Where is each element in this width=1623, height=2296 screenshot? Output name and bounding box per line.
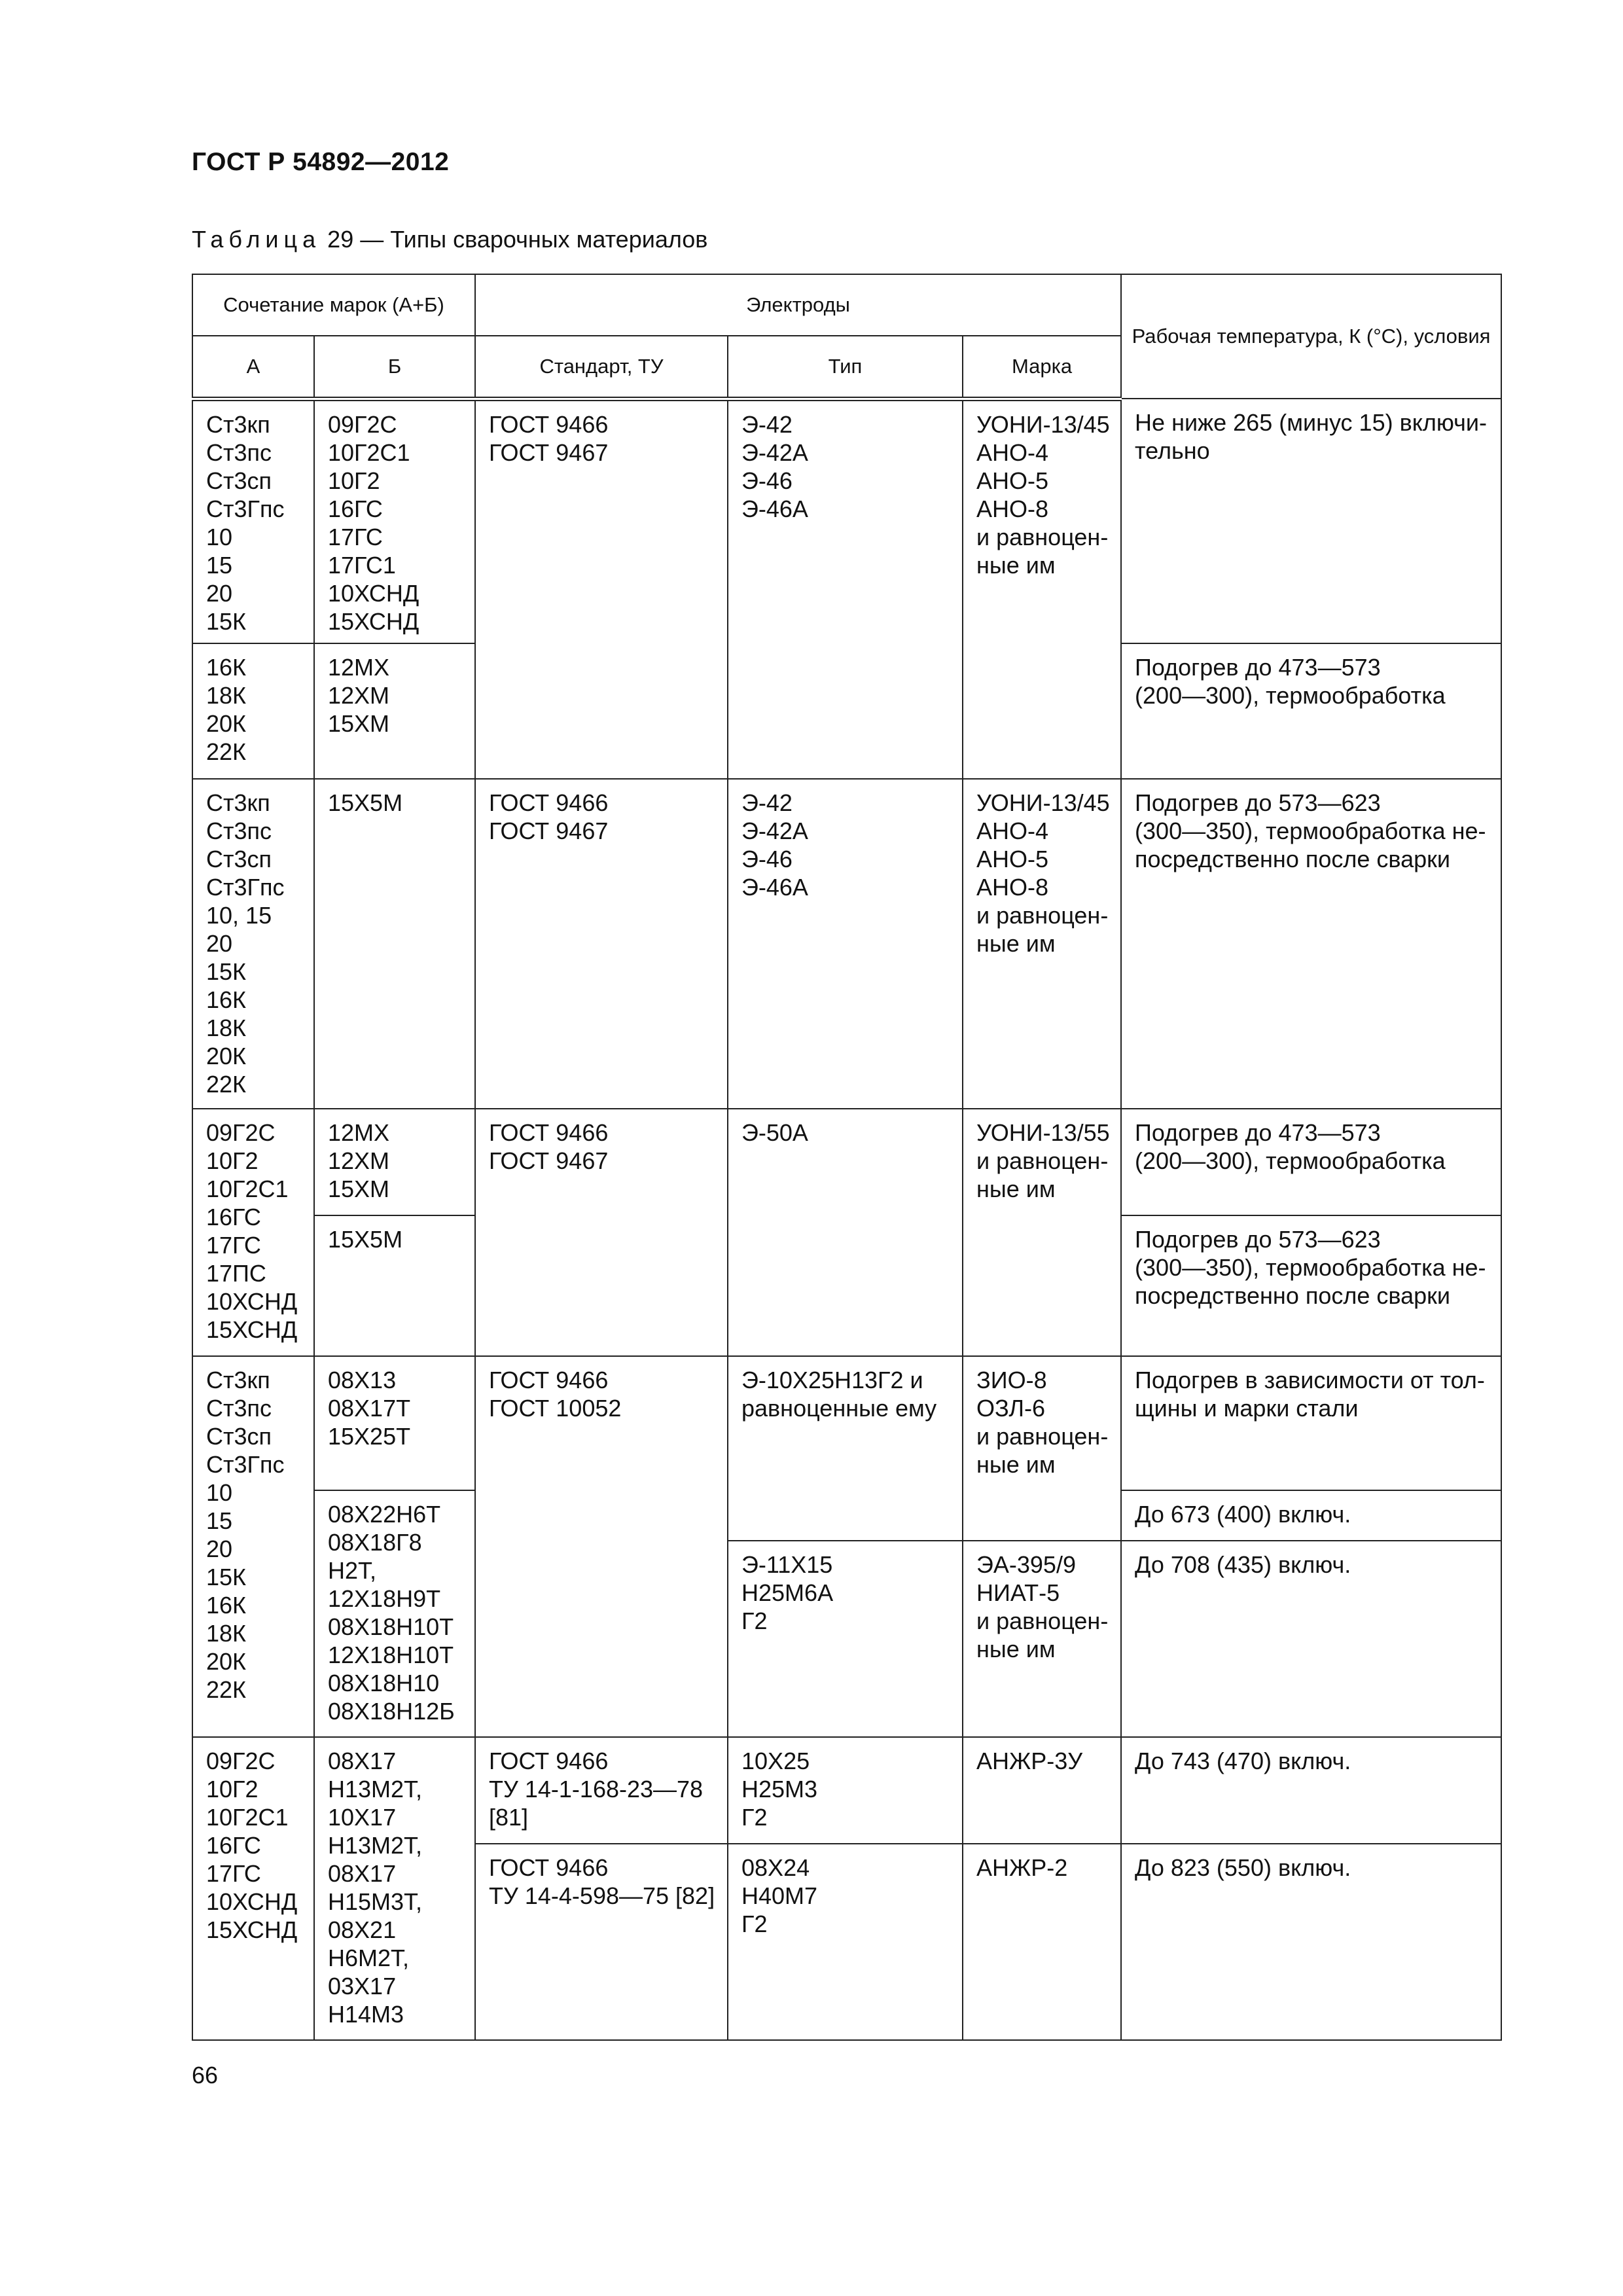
cell-temperature: Подогрев в зависимости от тол- щины и марки стали (1121, 1356, 1501, 1490)
cell-brand: ЗИО-8 ОЗЛ-6 и равноцен- ные им (963, 1356, 1121, 1541)
cell-brand: УОНИ-13/55 и равноцен- ные им (963, 1109, 1121, 1356)
cell-brand: УОНИ-13/45 АНО-4 АНО-5 АНО-8 и равноцен- ные им (963, 779, 1121, 1109)
table-row (192, 779, 1501, 1109)
cell-b: 09Г2С 10Г2С1 10Г2 16ГС 17ГС 17ГС1 10ХСНД 15ХСНД (314, 399, 475, 643)
cell-b: 08Х13 08Х17Т 15Х25Т (314, 1356, 475, 1490)
cell-standard: ГОСТ 9466 ГОСТ 9467 (475, 779, 728, 1109)
header-col-a: А (192, 336, 314, 399)
cell-standard: ГОСТ 9466 ГОСТ 10052 (475, 1356, 728, 1737)
caption-prefix: Таблица (192, 226, 321, 253)
caption-text: 29 — Типы сварочных материалов (327, 226, 708, 253)
cell-temperature: Подогрев до 573—623 (300—350), термообработка не- посредственно после сварки (1121, 1215, 1501, 1356)
cell-temperature: До 708 (435) включ. (1121, 1541, 1501, 1737)
cell-a: Ст3кп Ст3пс Ст3сп Ст3Гпс 10, 15 20 15К 16К 18К 20К 22К (192, 779, 314, 1109)
header-col-b: Б (314, 336, 475, 399)
cell-temperature: До 823 (550) включ. (1121, 1844, 1501, 2040)
cell-standard: ГОСТ 9466 ТУ 14-1-168-23—78 [81] (475, 1737, 728, 1844)
document-code: ГОСТ Р 54892—2012 (192, 148, 450, 176)
cell-type: Э-10Х25Н13Г2 и равноценные ему (728, 1356, 963, 1541)
header-electrodes: Электроды (475, 274, 1121, 336)
cell-type: Э-42 Э-42А Э-46 Э-46А (728, 399, 963, 779)
cell-b: 08Х22Н6Т 08Х18Г8 Н2Т, 12Х18Н9Т 08Х18Н10Т 12Х18Н10Т 08Х18Н10 08Х18Н12Б (314, 1490, 475, 1737)
header-col-type: Тип (728, 336, 963, 399)
cell-temperature: Подогрев до 473—573 (200—300), термообработка (1121, 1109, 1501, 1215)
page-number: 66 (192, 2062, 219, 2089)
cell-type: 10Х25 Н25М3 Г2 (728, 1737, 963, 1844)
cell-brand: АНЖР-3У (963, 1737, 1121, 1844)
cell-temperature: Подогрев до 573—623 (300—350), термообработка не- посредственно после сварки (1121, 779, 1501, 1109)
cell-brand: ЭА-395/9 НИАТ-5 и равноцен- ные им (963, 1541, 1121, 1737)
header-col-brand: Марка (963, 336, 1121, 399)
cell-type: Э-11Х15 Н25М6А Г2 (728, 1541, 963, 1737)
cell-temperature: До 743 (470) включ. (1121, 1737, 1501, 1844)
header-temperature: Рабочая температура, К (°С), условия (1121, 274, 1501, 399)
cell-b: 12МХ 12ХМ 15ХМ (314, 643, 475, 779)
cell-type: 08Х24 Н40М7 Г2 (728, 1844, 963, 2040)
cell-a: Ст3кп Ст3пс Ст3сп Ст3Гпс 10 15 20 15К (192, 399, 314, 643)
cell-standard: ГОСТ 9466 ТУ 14-4-598—75 [82] (475, 1844, 728, 2040)
table-caption (192, 226, 707, 253)
cell-temperature: Подогрев до 473—573 (200—300), термообработка (1121, 643, 1501, 779)
cell-type: Э-50А (728, 1109, 963, 1356)
cell-a: 09Г2С 10Г2 10Г2С1 16ГС 17ГС 10ХСНД 15ХСНД (192, 1737, 314, 2040)
cell-brand: АНЖР-2 (963, 1844, 1121, 2040)
cell-b: 15Х5М (314, 1215, 475, 1356)
cell-temperature: Не ниже 265 (минус 15) включи- тельно (1121, 399, 1501, 643)
cell-standard: ГОСТ 9466 ГОСТ 9467 (475, 399, 728, 779)
cell-b: 12МХ 12ХМ 15ХМ (314, 1109, 475, 1215)
table-row (192, 399, 1501, 643)
welding-materials-table (192, 274, 1502, 2041)
cell-b: 08Х17 Н13М2Т, 10Х17 Н13М2Т, 08Х17 Н15М3Т, 08Х21 Н6М2Т, 03Х17 Н14М3 (314, 1737, 475, 2040)
cell-standard: ГОСТ 9466 ГОСТ 9467 (475, 1109, 728, 1356)
cell-type: Э-42 Э-42А Э-46 Э-46А (728, 779, 963, 1109)
table-row (192, 1356, 1501, 1490)
table-row (192, 1737, 1501, 1844)
cell-a: Ст3кп Ст3пс Ст3сп Ст3Гпс 10 15 20 15К 16К 18К 20К 22К (192, 1356, 314, 1737)
cell-a: 16К 18К 20К 22К (192, 643, 314, 779)
table-row (192, 1109, 1501, 1215)
cell-b: 15Х5М (314, 779, 475, 1109)
header-col-standard: Стандарт, ТУ (475, 336, 728, 399)
cell-a: 09Г2С 10Г2 10Г2С1 16ГС 17ГС 17ПС 10ХСНД 15ХСНД (192, 1109, 314, 1356)
header-combination: Сочетание марок (А+Б) (192, 274, 475, 336)
cell-temperature: До 673 (400) включ. (1121, 1490, 1501, 1541)
cell-brand: УОНИ-13/45 АНО-4 АНО-5 АНО-8 и равноцен- ные им (963, 399, 1121, 779)
